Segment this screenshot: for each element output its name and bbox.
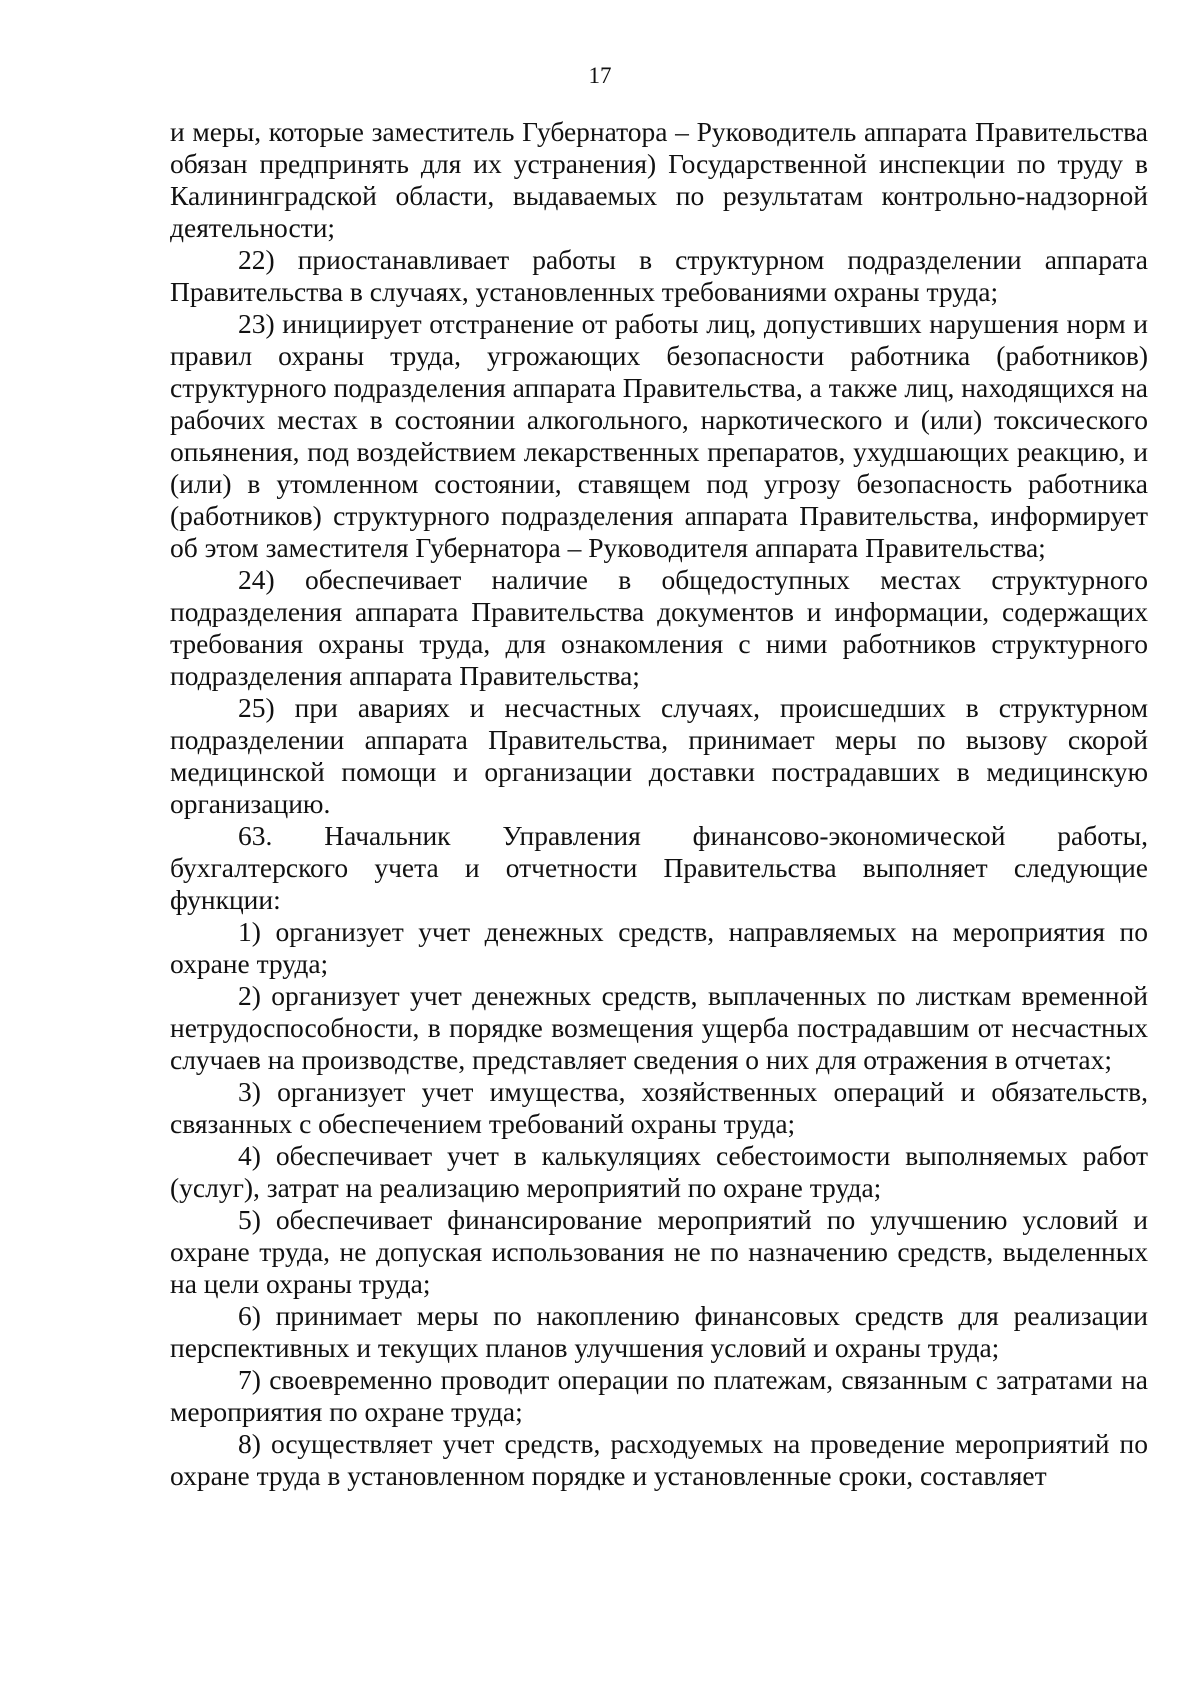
document-body	[170, 116, 1148, 1492]
paragraph: и меры, которые заместитель Губернатора – Руководитель аппарата Правительства обязан предпринять для их устранения) Государственной инспекции по труду в Калининградской области, выдаваемых по результатам контрольно-надзорной деятельности;	[170, 116, 1148, 243]
paragraph: 6) принимает меры по накоплению финансовых средств для реализации перспективных и текущих планов улучшения условий и охраны труда;	[170, 1300, 1148, 1363]
paragraph: 24) обеспечивает наличие в общедоступных местах структурного подразделения аппарата Правительства документов и информации, содержащих требования охраны труда, для ознакомления с ними работников структурного подразделения аппарата Правительства;	[170, 564, 1148, 691]
paragraph: 63. Начальник Управления финансово-экономической работы, бухгалтерского учета и отчетности Правительства выполняет следующие функции:	[170, 820, 1148, 915]
paragraph: 1) организует учет денежных средств, направляемых на мероприятия по охране труда;	[170, 916, 1148, 979]
paragraph: 8) осуществляет учет средств, расходуемых на проведение мероприятий по охране труда в установленном порядке и установленные сроки, составляет	[170, 1428, 1148, 1491]
paragraph: 25) при авариях и несчастных случаях, происшедших в структурном подразделении аппарата Правительства, принимает меры по вызову скорой медицинской помощи и организации доставки пострадавших в медицинскую организацию.	[170, 692, 1148, 819]
page-number: 17	[588, 63, 612, 88]
paragraph: 7) своевременно проводит операции по платежам, связанным с затратами на мероприятия по охране труда;	[170, 1364, 1148, 1427]
paragraph: 5) обеспечивает финансирование мероприятий по улучшению условий и охране труда, не допуская использования не по назначению средств, выделенных на цели охраны труда;	[170, 1204, 1148, 1299]
paragraph: 2) организует учет денежных средств, выплаченных по листкам временной нетрудоспособности, в порядке возмещения ущерба пострадавшим от несчастных случаев на производстве, представляет сведения о них для отражения в отчетах;	[170, 980, 1148, 1075]
paragraph: 4) обеспечивает учет в калькуляциях себестоимости выполняемых работ (услуг), затрат на реализацию мероприятий по охране труда;	[170, 1140, 1148, 1203]
paragraph: 3) организует учет имущества, хозяйственных операций и обязательств, связанных с обеспечением требований охраны труда;	[170, 1076, 1148, 1139]
paragraph: 22) приостанавливает работы в структурном подразделении аппарата Правительства в случаях, установленных требованиями охраны труда;	[170, 244, 1148, 307]
paragraph: 23) инициирует отстранение от работы лиц, допустивших нарушения норм и правил охраны труда, угрожающих безопасности работника (работников) структурного подразделения аппарата Правительства, а также лиц, находящихся на рабочих местах в состоянии алкогольного, наркотического и (или) токсического опьянения, под воздействием лекарственных препаратов, ухудшающих реакцию, и (или) в утомленном состоянии, ставящем под угрозу безопасность работника (работников) структурного подразделения аппарата Правительства, информирует об этом заместителя Губернатора – Руководителя аппарата Правительства;	[170, 308, 1148, 563]
